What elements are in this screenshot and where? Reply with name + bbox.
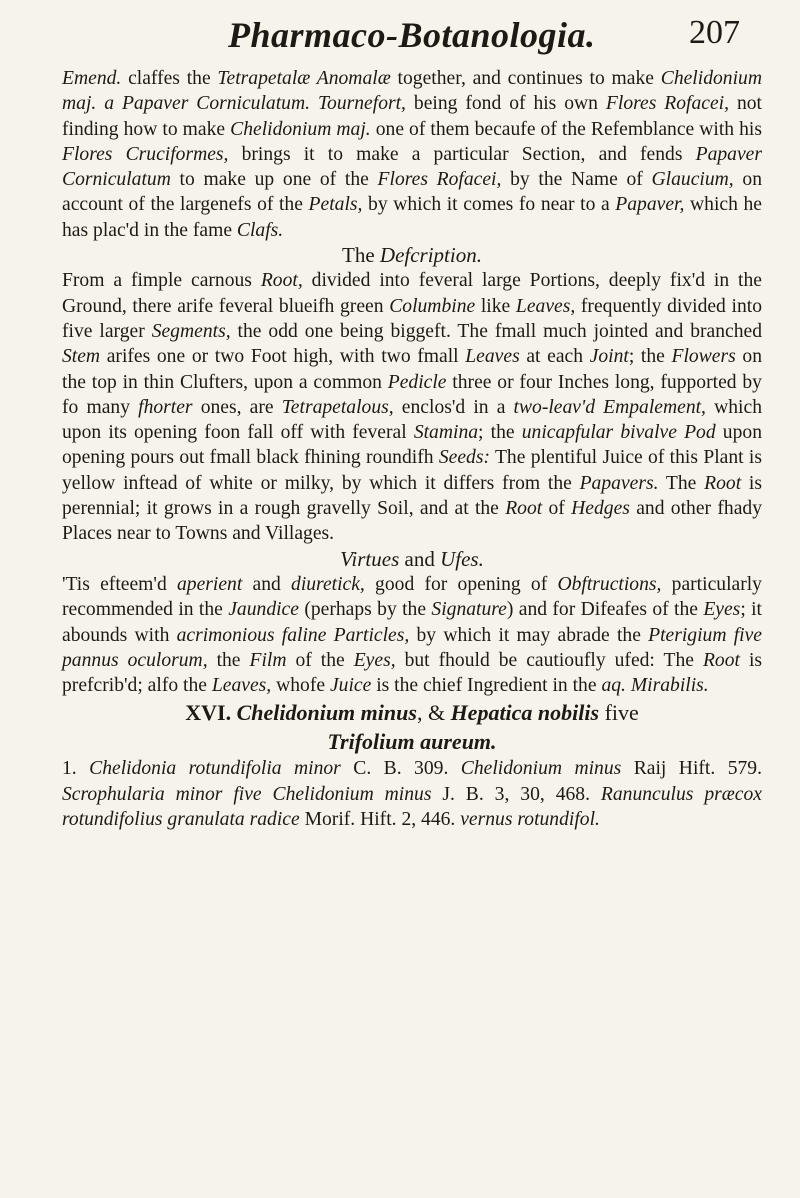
inline-term: Petals, (308, 194, 363, 216)
heading-word: and (399, 546, 441, 571)
inline-term: Glaucium, (651, 169, 734, 191)
inline-term: Film (249, 649, 287, 671)
inline-term: Tetrapetalæ Anomalæ (217, 68, 391, 89)
text-run: particularly recommended in the (62, 573, 762, 621)
text-run (310, 93, 318, 114)
text-run: and other fhady Places near to Towns and Villages. (62, 498, 762, 545)
section-name: Chelidonium minus (236, 700, 417, 726)
inline-term: Tournefort, (317, 93, 406, 115)
text-run: 1. (62, 758, 90, 780)
inline-term: Pterigium five pannus oculorum, (62, 624, 762, 671)
section-heading (62, 698, 762, 756)
text-run: ; it abounds with (62, 599, 763, 646)
page-number: 207 (689, 14, 740, 51)
text-run: Raij Hift. 579. (621, 758, 762, 780)
text-run: The (658, 472, 705, 494)
description-heading (62, 243, 762, 268)
inline-term: aperient (176, 573, 243, 595)
text-run: good for opening of (364, 573, 558, 595)
text-run: divided into feveral large Portions, deeply fix'd in the Ground, there arife feveral blueifh green (62, 270, 762, 317)
heading-word: Virtues (340, 546, 400, 571)
text-run: frequently divided into five larger (62, 295, 763, 342)
inline-term: Chelidonium maj. (230, 118, 371, 140)
running-head (0, 14, 800, 58)
inline-term: unicapfular bivalve Pod (521, 422, 716, 444)
inline-term: Jaundice (228, 599, 299, 621)
inline-term: Flores Rofacei, (605, 93, 730, 115)
section-number: XVI. (185, 700, 232, 726)
inline-term: Chelidonium maj. a Papaver Corniculatum. (62, 68, 762, 115)
inline-term: Papaver Corniculatum (62, 143, 762, 191)
text-run: on account of the largenefs of the (62, 169, 762, 216)
paragraph-virtues (62, 572, 762, 698)
text-run: the (207, 649, 250, 671)
section-name: Trifolium aureum. (327, 729, 497, 755)
inline-term: Signature (431, 599, 507, 621)
inline-term: Pedicle (387, 371, 447, 393)
text-run: The plentiful Juice of this Plant is yellow inftead of white or milky, by which it differs from the (62, 447, 762, 494)
page-body (62, 66, 762, 832)
text-run: upon opening pours out fmall black fhining roundifh (62, 422, 762, 469)
text-run: which upon its opening foon fall off with feveral (62, 396, 762, 444)
text-run: is perennial; it grows in a rough gravelly Soil, and at the (62, 472, 762, 520)
text-run: of (542, 498, 572, 520)
inline-term: Juice (329, 675, 372, 697)
text-run: but fhould be cautioufly ufed: The (395, 649, 703, 671)
text-run: ; the (478, 422, 522, 444)
text-run: of the (286, 649, 354, 671)
inline-term: Scrophularia minor five Chelidonium minus (62, 783, 432, 805)
inline-term: Flores Rofacei, (377, 169, 502, 191)
text-run: J. B. 3, 30, 468. (431, 783, 601, 805)
text-run: which he has plac'd in the fame (62, 194, 763, 241)
text-run: 'Tis efteem'd (62, 573, 177, 595)
inline-term: Obftructions, (557, 573, 662, 595)
inline-term: Leaves (465, 346, 520, 368)
heading-word: Ufes. (440, 546, 484, 571)
section-connector: , & (416, 700, 451, 726)
text-run: at each (519, 346, 590, 368)
paragraph-description (62, 268, 762, 546)
section-name: Hepatica nobilis (450, 700, 600, 726)
text-run: by which it comes fo near to a (362, 194, 616, 216)
inline-term: Emend. (62, 68, 122, 89)
inline-term: Segments, (151, 320, 231, 342)
text-run: like (475, 295, 516, 317)
heading-word: The (342, 243, 380, 268)
text-run: to make up one of the (170, 169, 378, 191)
inline-term: aq. Mirabilis. (601, 675, 709, 697)
inline-term: Stamina (413, 422, 479, 444)
inline-term: fhorter (138, 396, 193, 418)
text-run: being fond of his own (405, 93, 606, 115)
text-run: together, and continues to make (390, 68, 661, 89)
text-run: claffes the (121, 68, 218, 89)
section-connector: five (599, 700, 639, 726)
inline-term: diuretick, (291, 573, 365, 595)
inline-term: Root (702, 649, 740, 671)
inline-term: Leaves, (515, 295, 576, 317)
inline-term: Tetrapetalous, (281, 396, 394, 418)
text-run: the odd one being biggeft. The fmall much jointed and branched (230, 320, 763, 342)
inline-term: Seeds: (438, 447, 490, 469)
text-run: brings it to make a particular Section, and fends (228, 143, 696, 165)
inline-term: Columbine (389, 295, 476, 317)
inline-term: Hedges (571, 498, 630, 520)
text-run: on the top in thin Clufters, upon a common (62, 346, 762, 393)
inline-term: vernus rotundifol. (460, 809, 600, 831)
text-run: is prefcrib'd; alfo the (62, 649, 763, 697)
inline-term: acrimonious faline Particles, (176, 624, 410, 646)
inline-term: Eyes (703, 599, 741, 621)
inline-term: Root (704, 472, 742, 494)
text-run: ; the (628, 346, 672, 368)
text-run: whofe (271, 675, 330, 697)
inline-term: Root (505, 498, 543, 520)
virtues-heading (62, 547, 762, 572)
inline-term: Chelidonia rotundifolia minor (89, 758, 341, 780)
text-run: three or four Inches long, fupported by fo many (62, 371, 762, 418)
text-run: one of them becaufe of the Refemblance with his (370, 118, 762, 140)
running-title: Pharmaco-Botanologia. (228, 15, 596, 55)
inline-term: Papavers. (579, 472, 659, 494)
text-run: arifes one or two Foot high, with two fmall (100, 346, 466, 368)
inline-term: Root, (260, 270, 303, 292)
text-run: Morif. Hift. 2, 446. (299, 809, 461, 831)
text-run: by the Name of (501, 169, 652, 191)
text-run: From a fimple carnous (62, 270, 261, 292)
text-run: by which it may abrade the (409, 624, 649, 646)
inline-term: Joint (589, 346, 629, 368)
text-run: ) and for Difeafes of the (506, 599, 704, 621)
inline-term: Clafs. (236, 219, 284, 241)
paragraph-synonyms (62, 756, 762, 832)
text-run: is the chief Ingredient in the (371, 675, 602, 697)
inline-term: Stem (62, 346, 101, 368)
inline-term: Eyes, (353, 649, 396, 671)
heading-word: Defcription. (379, 243, 482, 268)
paragraph-intro (62, 66, 762, 243)
inline-term: Flores Cruciformes, (62, 143, 229, 165)
text-run: (perhaps by the (298, 599, 432, 621)
text-run: enclos'd in a (393, 396, 514, 418)
text-run: and (242, 573, 292, 595)
text-run: C. B. 309. (340, 758, 461, 780)
inline-term: Papaver, (615, 194, 685, 216)
inline-term: two-leav'd Empalement, (513, 396, 706, 418)
text-run: ones, are (192, 396, 282, 418)
text-run: not finding how to make (62, 93, 762, 140)
inline-term: Ranunculus præcox rotundifolius granulata radice (62, 783, 762, 831)
inline-term: Chelidonium minus (460, 758, 622, 780)
inline-term: Flowers (671, 346, 736, 368)
inline-term: Leaves, (211, 675, 272, 697)
